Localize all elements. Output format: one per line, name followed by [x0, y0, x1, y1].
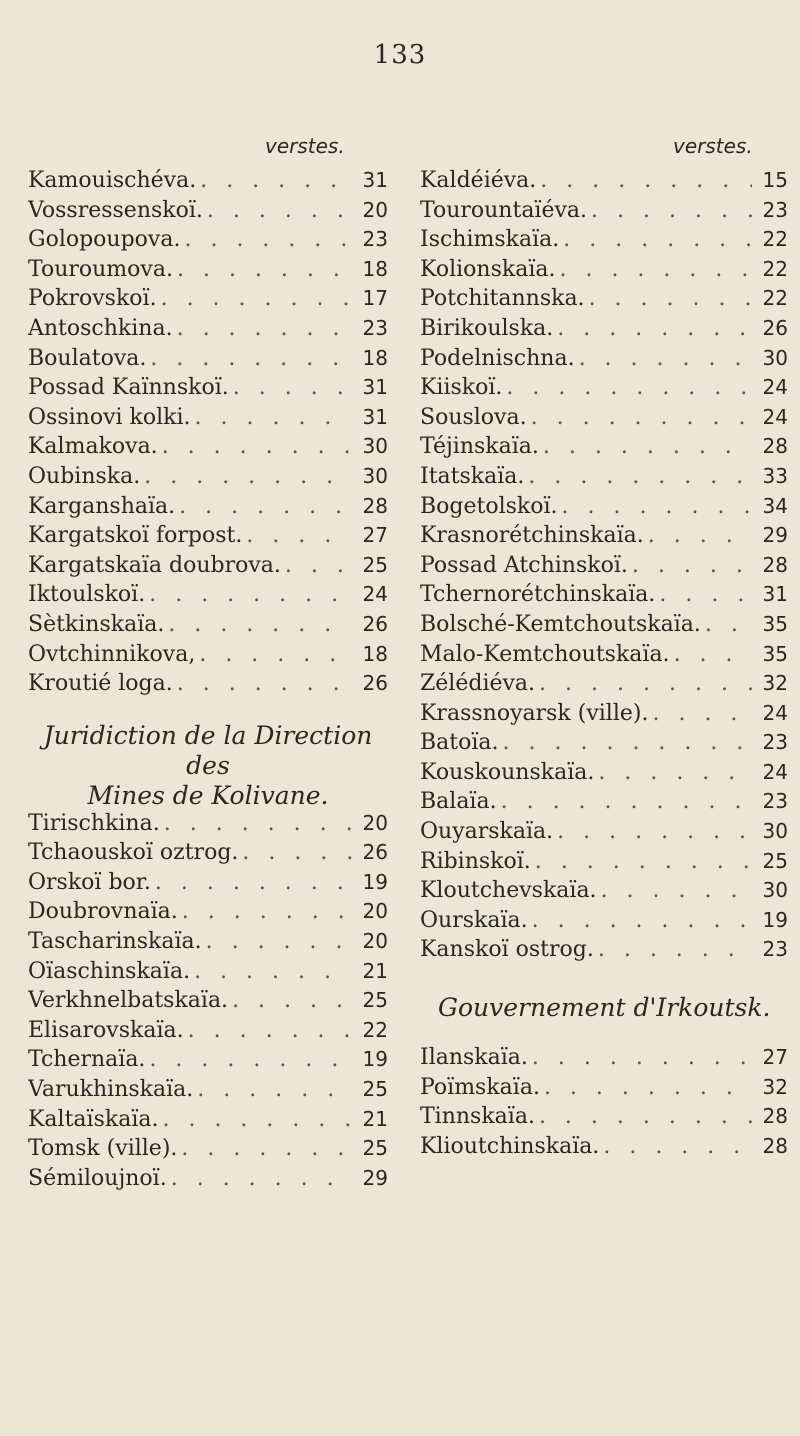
- distance-value: 23: [762, 937, 788, 962]
- distance-value: 19: [362, 869, 388, 894]
- list-item: [28, 959, 388, 989]
- place-name: Tascharinskaïa.: [28, 929, 202, 955]
- place-name: Tchernorétchinskaïa.: [420, 582, 656, 608]
- place-name: Tomsk (ville).: [28, 1136, 178, 1162]
- leader-dots: [655, 582, 752, 607]
- leader-dots: [281, 553, 352, 578]
- place-name: Tchernaïa.: [28, 1047, 146, 1073]
- distance-value: 25: [362, 1077, 388, 1102]
- leader-dots: [164, 612, 352, 637]
- list-item: [420, 346, 788, 376]
- place-name: Bogetolskoï.: [420, 493, 558, 519]
- leader-dots: [527, 405, 752, 430]
- list-item: [420, 701, 788, 731]
- distance-value: 22: [362, 1017, 388, 1042]
- leader-dots: [158, 434, 352, 459]
- leader-dots: [158, 1107, 352, 1132]
- list-item: [420, 405, 788, 435]
- leader-dots: [594, 760, 752, 785]
- list-item: [28, 286, 388, 316]
- list-item: [420, 1045, 788, 1075]
- distance-value: 26: [362, 840, 388, 865]
- list-item: [420, 286, 788, 316]
- list-item: [28, 523, 388, 553]
- left-entries-bottom: [28, 811, 388, 1196]
- list-item: [420, 642, 788, 672]
- leader-dots: [160, 811, 352, 836]
- list-item: [28, 1107, 388, 1137]
- place-name: Oïaschinskaïa.: [28, 958, 191, 984]
- place-name: Ouyarskaïa.: [420, 819, 554, 845]
- list-item: [420, 789, 788, 819]
- list-item: [28, 582, 388, 612]
- list-item: [28, 434, 388, 464]
- distance-value: 28: [762, 1133, 788, 1158]
- list-item: [28, 168, 388, 198]
- distance-value: 24: [762, 375, 788, 400]
- right-entries-top: [420, 168, 788, 967]
- leader-dots: [553, 819, 752, 844]
- list-item: [28, 346, 388, 376]
- leader-dots: [229, 375, 352, 400]
- distance-value: 30: [762, 819, 788, 844]
- distance-value: 23: [762, 197, 788, 222]
- list-item: [420, 227, 788, 257]
- distance-value: 23: [762, 789, 788, 814]
- leader-dots: [555, 257, 752, 282]
- distance-value: 27: [762, 1045, 788, 1070]
- place-name: Ribinskoï.: [420, 848, 531, 874]
- distance-value: 23: [362, 315, 388, 340]
- list-item: [28, 929, 388, 959]
- distance-value: 18: [362, 641, 388, 666]
- distance-value: 30: [762, 878, 788, 903]
- place-name: Kaldéiéva.: [420, 168, 537, 193]
- list-item: [420, 849, 788, 879]
- distance-value: 26: [362, 671, 388, 696]
- distance-value: 18: [362, 256, 388, 281]
- distance-value: 29: [762, 523, 788, 548]
- leader-dots: [587, 198, 752, 223]
- list-item: [420, 316, 788, 346]
- distance-value: 24: [762, 404, 788, 429]
- right-column: [420, 168, 788, 1163]
- distance-value: 19: [762, 907, 788, 932]
- leader-dots: [178, 899, 352, 924]
- leader-dots: [558, 494, 752, 519]
- leader-dots: [146, 346, 352, 371]
- leader-dots: [145, 1047, 352, 1072]
- distance-value: 24: [762, 700, 788, 725]
- place-name: Podelnischna.: [420, 345, 575, 371]
- list-item: [28, 494, 388, 524]
- place-name: Batoïa.: [420, 730, 499, 756]
- list-item: [28, 1166, 388, 1196]
- list-item: [420, 375, 788, 405]
- leader-dots: [670, 642, 752, 667]
- list-item: [28, 257, 388, 287]
- list-item: [28, 642, 388, 672]
- leader-dots: [242, 523, 352, 548]
- leader-dots: [180, 227, 352, 252]
- list-item: [28, 316, 388, 346]
- distance-value: 28: [762, 1104, 788, 1129]
- place-name: Antoschkina.: [28, 315, 173, 341]
- list-item: [28, 1136, 388, 1166]
- list-item: [28, 870, 388, 900]
- place-name: Ovtchinnikova,: [28, 641, 196, 667]
- distance-value: 20: [362, 810, 388, 835]
- leader-dots: [173, 671, 352, 696]
- leader-dots: [648, 701, 752, 726]
- leader-dots: [203, 198, 352, 223]
- section-title-line2: Mines de Kolivane.: [87, 780, 329, 810]
- distance-value: 34: [762, 493, 788, 518]
- leader-dots: [228, 988, 352, 1013]
- leader-dots: [177, 1136, 352, 1161]
- list-item: [420, 1075, 788, 1105]
- list-item: [420, 1134, 788, 1164]
- leader-dots: [540, 1075, 752, 1100]
- place-name: Tinnskaïa.: [420, 1104, 535, 1130]
- distance-value: 25: [762, 848, 788, 873]
- leader-dots: [539, 434, 752, 459]
- place-name: Boulatova.: [28, 345, 147, 371]
- distance-value: 25: [362, 1136, 388, 1161]
- place-name: Ossinovi kolki.: [28, 404, 191, 430]
- leader-dots: [594, 937, 752, 962]
- leader-dots: [157, 286, 352, 311]
- place-name: Klioutchinskaïa.: [420, 1133, 600, 1159]
- place-name: Itatskaïa.: [420, 463, 525, 489]
- leader-dots: [531, 849, 752, 874]
- leader-dots: [173, 316, 352, 341]
- list-item: [420, 612, 788, 642]
- leader-dots: [151, 870, 352, 895]
- place-name: Tirischkina.: [28, 810, 160, 836]
- distance-value: 24: [362, 582, 388, 607]
- leader-dots: [597, 878, 752, 903]
- place-name: Kaltaïskaïa.: [28, 1106, 159, 1132]
- place-name: Elisarovskaïa.: [28, 1017, 184, 1043]
- leader-dots: [238, 840, 352, 865]
- distance-value: 20: [362, 899, 388, 924]
- leader-dots: [497, 789, 752, 814]
- list-item: [28, 1077, 388, 1107]
- page-number: 133: [373, 40, 427, 70]
- section-title-irkoutsk: Gouvernement d'Irkoutsk.: [438, 993, 771, 1023]
- list-item: [420, 434, 788, 464]
- leader-dots: [628, 553, 752, 578]
- distance-value: 17: [362, 286, 388, 311]
- list-item: [420, 257, 788, 287]
- leader-dots: [536, 168, 752, 193]
- distance-value: 32: [762, 671, 788, 696]
- leader-dots: [193, 1077, 352, 1102]
- leader-dots: [585, 286, 752, 311]
- list-item: [420, 730, 788, 760]
- place-name: Kroutié loga.: [28, 671, 173, 697]
- distance-value: 29: [362, 1165, 388, 1190]
- place-name: Ilanskaïa.: [420, 1045, 528, 1071]
- list-item: [28, 899, 388, 929]
- distance-value: 30: [362, 463, 388, 488]
- distance-value: 25: [362, 988, 388, 1013]
- distance-value: 27: [362, 523, 388, 548]
- place-name: Tourountaïéva.: [420, 197, 588, 223]
- place-name: Kamouischéva.: [28, 168, 197, 193]
- list-item: [28, 464, 388, 494]
- place-name: Ischimskaïa.: [420, 227, 560, 253]
- place-name: Kouskounskaïa.: [420, 759, 595, 785]
- distance-value: 31: [362, 168, 388, 192]
- distance-value: 28: [762, 552, 788, 577]
- place-name: Zélédiéva.: [420, 671, 536, 697]
- distance-value: 26: [362, 611, 388, 636]
- place-name: Doubrovnaïa.: [28, 899, 178, 925]
- leader-dots: [195, 642, 352, 667]
- place-name: Orskoï bor.: [28, 869, 151, 895]
- leader-dots: [167, 1166, 352, 1191]
- place-name: Sémiloujnoï.: [28, 1165, 167, 1191]
- distance-value: 28: [362, 493, 388, 518]
- distance-value: 21: [362, 958, 388, 983]
- distance-value: 20: [362, 929, 388, 954]
- place-name: Kargatskoï forpost.: [28, 523, 243, 549]
- place-name: Kloutchevskaïa.: [420, 878, 597, 904]
- place-name: Possad Atchinskoï.: [420, 552, 628, 578]
- list-item: [420, 937, 788, 967]
- place-name: Téjinskaïa.: [420, 434, 539, 460]
- place-name: Potchitannska.: [420, 286, 585, 312]
- distance-value: 21: [362, 1106, 388, 1131]
- unit-header-left: verstes.: [265, 134, 345, 158]
- leader-dots: [145, 582, 352, 607]
- place-name: Varukhinskaïa.: [28, 1077, 194, 1103]
- leader-dots: [499, 730, 752, 755]
- leader-dots: [196, 168, 352, 193]
- distance-value: 26: [762, 315, 788, 340]
- leader-dots: [559, 227, 752, 252]
- list-item: [28, 671, 388, 701]
- list-item: [420, 198, 788, 228]
- leader-dots: [173, 257, 352, 282]
- place-name: Kanskoï ostrog.: [420, 937, 594, 963]
- leader-dots: [202, 929, 352, 954]
- leader-dots: [175, 494, 352, 519]
- list-item: [420, 494, 788, 524]
- place-name: Ourskaïa.: [420, 907, 528, 933]
- place-name: Malo-Kemtchoutskaïa.: [420, 641, 670, 667]
- place-name: Souslova.: [420, 404, 527, 430]
- left-column: [28, 168, 388, 1195]
- place-name: Birikoulska.: [420, 315, 554, 341]
- list-item: [420, 553, 788, 583]
- place-name: Balaïa.: [420, 789, 497, 815]
- list-item: [28, 988, 388, 1018]
- place-name: Tchaouskoï oztrog.: [28, 840, 239, 866]
- distance-value: 30: [762, 345, 788, 370]
- distance-value: 31: [762, 582, 788, 607]
- place-name: Possad Kaïnnskoï.: [28, 375, 229, 401]
- distance-value: 15: [762, 168, 788, 192]
- leader-dots: [191, 405, 353, 430]
- leader-dots: [528, 1045, 752, 1070]
- place-name: Sètkinskaïa.: [28, 611, 165, 637]
- distance-value: 20: [362, 197, 388, 222]
- leader-dots: [528, 908, 752, 933]
- place-name: Touroumova.: [28, 256, 173, 282]
- list-item: [28, 1047, 388, 1077]
- leader-dots: [553, 316, 752, 341]
- leader-dots: [535, 671, 752, 696]
- leader-dots: [599, 1134, 752, 1159]
- place-name: Bolsché-Kemtchoutskaïa.: [420, 611, 701, 637]
- distance-value: 25: [362, 552, 388, 577]
- place-name: Oubinska.: [28, 463, 141, 489]
- leader-dots: [524, 464, 752, 489]
- list-item: [28, 840, 388, 870]
- list-item: [420, 582, 788, 612]
- list-item: [420, 908, 788, 938]
- place-name: Kiiskoï.: [420, 375, 503, 401]
- list-item: [28, 612, 388, 642]
- place-name: Pokrovskoï.: [28, 286, 157, 312]
- list-item: [28, 227, 388, 257]
- list-item: [420, 523, 788, 553]
- place-name: Verkhnelbatskaïa.: [28, 988, 229, 1014]
- place-name: Iktoulskoï.: [28, 582, 146, 608]
- distance-value: 22: [762, 286, 788, 311]
- right-entries-bottom: [420, 1045, 788, 1163]
- distance-value: 31: [362, 404, 388, 429]
- distance-value: 30: [362, 434, 388, 459]
- list-item: [28, 553, 388, 583]
- list-item: [420, 1104, 788, 1134]
- place-name: Karganshaïa.: [28, 493, 176, 519]
- list-item: [420, 819, 788, 849]
- distance-value: 22: [762, 227, 788, 252]
- leader-dots: [575, 346, 752, 371]
- leader-dots: [502, 375, 752, 400]
- place-name: Golopoupova.: [28, 227, 181, 253]
- distance-value: 33: [762, 463, 788, 488]
- unit-header-right: verstes.: [673, 134, 753, 158]
- list-item: [420, 760, 788, 790]
- leader-dots: [140, 464, 352, 489]
- distance-value: 19: [362, 1047, 388, 1072]
- place-name: Vossressenskoï.: [28, 197, 203, 223]
- list-item: [28, 811, 388, 841]
- distance-value: 23: [762, 730, 788, 755]
- distance-value: 32: [762, 1074, 788, 1099]
- left-entries-top: [28, 168, 388, 701]
- distance-value: 35: [762, 641, 788, 666]
- distance-value: 18: [362, 345, 388, 370]
- leader-dots: [535, 1104, 752, 1129]
- distance-value: 22: [762, 256, 788, 281]
- list-item: [28, 1018, 388, 1048]
- place-name: Krassnoyarsk (ville).: [420, 700, 649, 726]
- list-item: [420, 168, 788, 198]
- place-name: Kargatskaïa doubrova.: [28, 552, 281, 578]
- leader-dots: [190, 959, 352, 984]
- place-name: Kolionskaïa.: [420, 256, 556, 282]
- section-title-line1: Juridiction de la Direction des: [43, 720, 373, 780]
- leader-dots: [644, 523, 752, 548]
- list-item: [420, 878, 788, 908]
- leader-dots: [184, 1018, 352, 1043]
- place-name: Krasnorétchinskaïa.: [420, 523, 644, 549]
- list-item: [420, 671, 788, 701]
- list-item: [28, 198, 388, 228]
- distance-value: 28: [762, 434, 788, 459]
- distance-value: 23: [362, 227, 388, 252]
- place-name: Kalmakova.: [28, 434, 158, 460]
- leader-dots: [701, 612, 752, 637]
- list-item: [28, 405, 388, 435]
- place-name: Poïmskaïa.: [420, 1074, 540, 1100]
- list-item: [420, 464, 788, 494]
- list-item: [28, 375, 388, 405]
- distance-value: 31: [362, 375, 388, 400]
- distance-value: 24: [762, 759, 788, 784]
- section-title-kolivane: [28, 720, 388, 810]
- distance-value: 35: [762, 611, 788, 636]
